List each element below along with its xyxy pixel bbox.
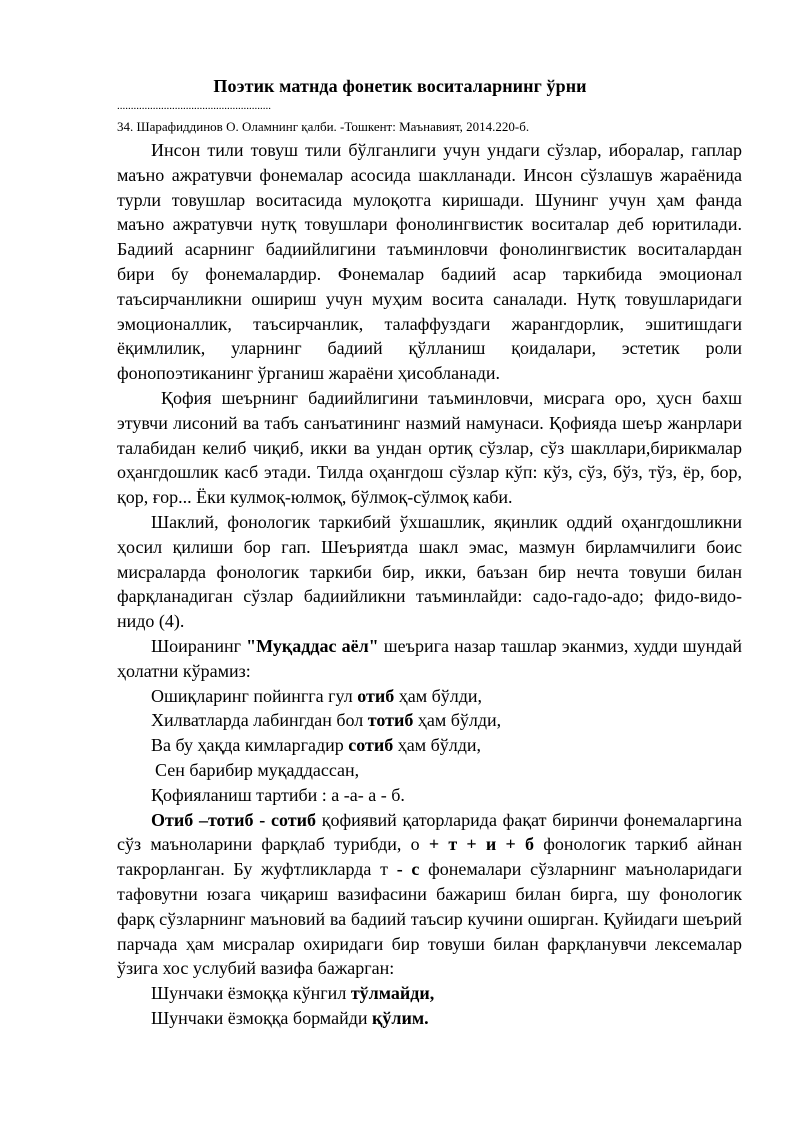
paragraph-4-text: Шоиранинг bbox=[151, 635, 247, 656]
paragraph-2: Қофия шеърнинг бадиийлигини таъминловчи, мисрага оро, ҳусн бахш этувчи лисоний ва табъ санъатининг назмий намунаси. Қофияда шеър жанрлари талабидан келиб чиқиб, икки ва ундан ортиқ сўзлар, сўз шакллари,бирикмалар оҳангдошлик касб этади. Тилда оҳангдош сўзлар кўп: кўз, сўз, бўз, тўз, ёр, бор, қор, ғор... Ёки кулмоқ-юлмоқ, бўлмоқ-сўлмоқ каби. bbox=[117, 387, 742, 508]
rhyme-word: тотиб bbox=[367, 710, 414, 731]
poem2-line-2: Шунчаки ёзмоққа бормайди қўлим. bbox=[151, 1007, 429, 1028]
phoneme-formula: + т + и + б bbox=[428, 834, 535, 855]
poem2-line-1: Шунчаки ёзмоққа кўнгил тўлмайди, bbox=[151, 983, 435, 1004]
paragraph-1: Инсон тили товуш тили бўлганлиги учун ундаги сўзлар, иборалар, гаплар маъно ажратувчи фонемалар асосида шаклланади. Инсон сўзлашув жараёнида турли товушлар воситасида мулоқотга киришади. Шунинг учун ҳам фанда маъно ажратувчи нутқ товушлари фонолингвистик воситалар деб юритилади. Бадиий асарнинг бадиийлигини таъминловчи фонолингвистик воситалардан бири бу фонемалардир. Фонемалар бадиий асар таркибида эмоционал таъсирчанликни ошириш учун муҳим восита саналади. Нутқ товушларидаги эмоционаллик, таъсирчанлик, талаффуздаги жарангдорлик, эшитишдаги ёқимлилик, уларнинг бадиий қўлланиш қоидалари, эстетик роли фонопоэтиканинг ўрганиш жараёни ҳисобланади. bbox=[117, 140, 742, 384]
poem-line-1: Ошиқларинг пойингга гул отиб ҳам бўлди, bbox=[151, 685, 483, 706]
rhyme-word: қўлим. bbox=[372, 1007, 429, 1028]
paragraph-5: Отиб –тотиб - сотиб қофиявий қаторларида фақат биринчи фонемаларгина сўз маъноларини фарқлаб турибди, о + т + и + б фонологик таркиб айнан такрорланган. Бу жуфтликларда т - с фонемалари сўзларнинг маъноларидаги тафовутни юзага чиқариш вазифасини бажариш билан бирга, шу фонологик фарқ сўзларнинг маъновий ва бадиий таъсир кучини оширган. Қуйидаги шеърий парчада ҳам мисралар охиридаги бир товуши билан фарқланувчи лексемалар ўзига хос услубий вазифа бажарган: bbox=[117, 809, 742, 979]
poem-title: "Муқаддас аёл" bbox=[246, 635, 379, 656]
page-title: Поэтик матнда фонетик воситаларнинг ўрни bbox=[213, 76, 587, 96]
paragraph-3: Шаклий, фонологик таркибий ўхшашлик, яқинлик оддий оҳангдошликни ҳосил қилиши бор гап. Шеъриятда шакл эмас, мазмун бирламчилиги боис мисраларда фонологик таркиби бир, икки, баъзан бир нечта товуши билан фарқланадиган сўзлар бадиийликни таъминлайди: садо-гадо-адо; фидо-видо-нидо (4). bbox=[117, 511, 742, 632]
footnote-separator: ........................................................ bbox=[117, 100, 271, 112]
rhyme-word: сотиб bbox=[348, 735, 394, 756]
phoneme-pair: - с bbox=[396, 859, 420, 880]
rhyme-word: тўлмайди, bbox=[350, 983, 435, 1004]
poem-line-3: Ва бу ҳақда кимларгадир сотиб ҳам бўлди, bbox=[151, 735, 482, 756]
document-body bbox=[117, 138, 742, 1031]
rhyme-words: Отиб –тотиб - сотиб bbox=[151, 809, 316, 830]
rhyme-word: отиб bbox=[357, 685, 395, 706]
paragraph-4-text-end: шеърига назар ташлар эканмиз, худди шундай ҳолатни кўрамиз: bbox=[117, 635, 742, 681]
poem-line-4: Сен барибир муқаддассан, bbox=[155, 759, 360, 780]
poem-line-2: Хилватларда лабингдан бол тотиб ҳам бўлди, bbox=[151, 710, 502, 731]
footnote: 34. Шарафиддинов О. Оламнинг қалби. -Тошкент: Маънавият, 2014.220-б. bbox=[117, 119, 530, 134]
paragraph-4 bbox=[117, 634, 742, 684]
rhyme-scheme: Қофияланиш тартиби : а -а- а - б. bbox=[151, 784, 405, 805]
